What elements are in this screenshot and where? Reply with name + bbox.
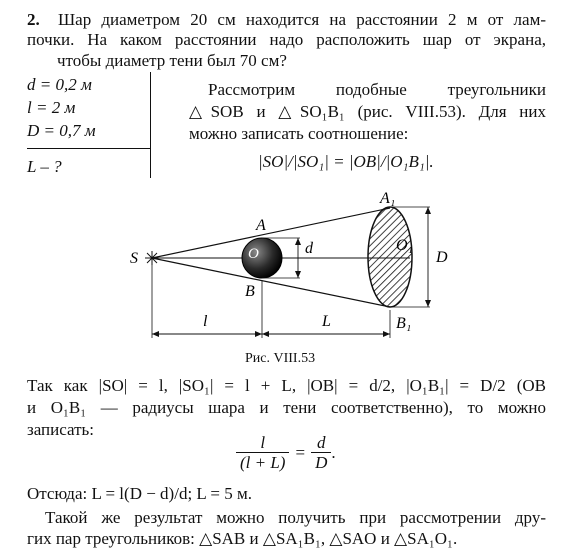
problem-number: 2. xyxy=(27,10,40,29)
label-A: A xyxy=(256,217,266,234)
problem-line-2: почки. На каком расстоянии надо расположить шар от экрана, xyxy=(27,30,546,49)
solution-intro-2: △SOB и △SO₁B₁ (рис. VIII.53). Для них xyxy=(189,102,546,121)
shadow-ellipse xyxy=(368,207,412,307)
label-L: L xyxy=(322,313,331,330)
fraction-d-over-D: $\frac{d}{D}$ xyxy=(311,433,331,472)
label-d: d xyxy=(305,240,313,257)
solution-intro-3: можно записать соотношение: xyxy=(189,124,409,143)
solution-intro-1: Рассмотрим подобные треугольники xyxy=(208,80,546,99)
given-D: D = 0,7 м xyxy=(27,121,96,140)
label-A1: A₁ xyxy=(380,190,396,207)
body-since-3: записать: xyxy=(27,420,94,439)
fraction-l-over-lL: $\frac{l}{(l + L)}$ xyxy=(236,433,289,472)
label-S: S xyxy=(130,250,138,267)
proportion-equation: $\frac{l}{(l + L)}$ = $\frac{d}{D}$ . xyxy=(236,428,336,476)
given-d: d = 0,2 м xyxy=(27,75,92,94)
result-line: Отсюда: L = l(D − d)/d; L = 5 м. xyxy=(27,484,253,503)
figure-caption: Рис. VIII.53 xyxy=(245,351,316,366)
problem-line-3: чтобы диаметр тени был 70 см? xyxy=(57,51,287,70)
label-D: D xyxy=(436,249,448,266)
unknown-label: L – ? xyxy=(27,157,62,176)
similarity-ratio: |SO|/|SO₁| = |OB|/|O₁B₁|. xyxy=(258,152,434,171)
label-O1: O₁ xyxy=(396,237,414,254)
body-since-2: и O₁B₁ — радиусы шара и тени соответственно), то можно xyxy=(27,398,546,417)
problem-line-1: Шар диаметром 20 см находится на расстоянии 2 м от лам- xyxy=(58,10,546,29)
label-B1: B₁ xyxy=(396,315,412,332)
given-l: l = 2 м xyxy=(27,98,76,117)
label-O: O xyxy=(248,246,259,262)
also-line-2: гих пар треугольников: △SAB и △SA₁B₁, △SAO и △SA₁O₁. xyxy=(27,529,458,548)
label-B: B xyxy=(245,283,255,300)
label-l: l xyxy=(203,313,208,330)
body-since-1: Так как |SO| = l, |SO₁| = l + L, |OB| = d/2, |O₁B₁| = D/2 (OB xyxy=(27,376,546,395)
also-line-1: Такой же результат можно получить при рассмотрении дру- xyxy=(45,508,546,527)
